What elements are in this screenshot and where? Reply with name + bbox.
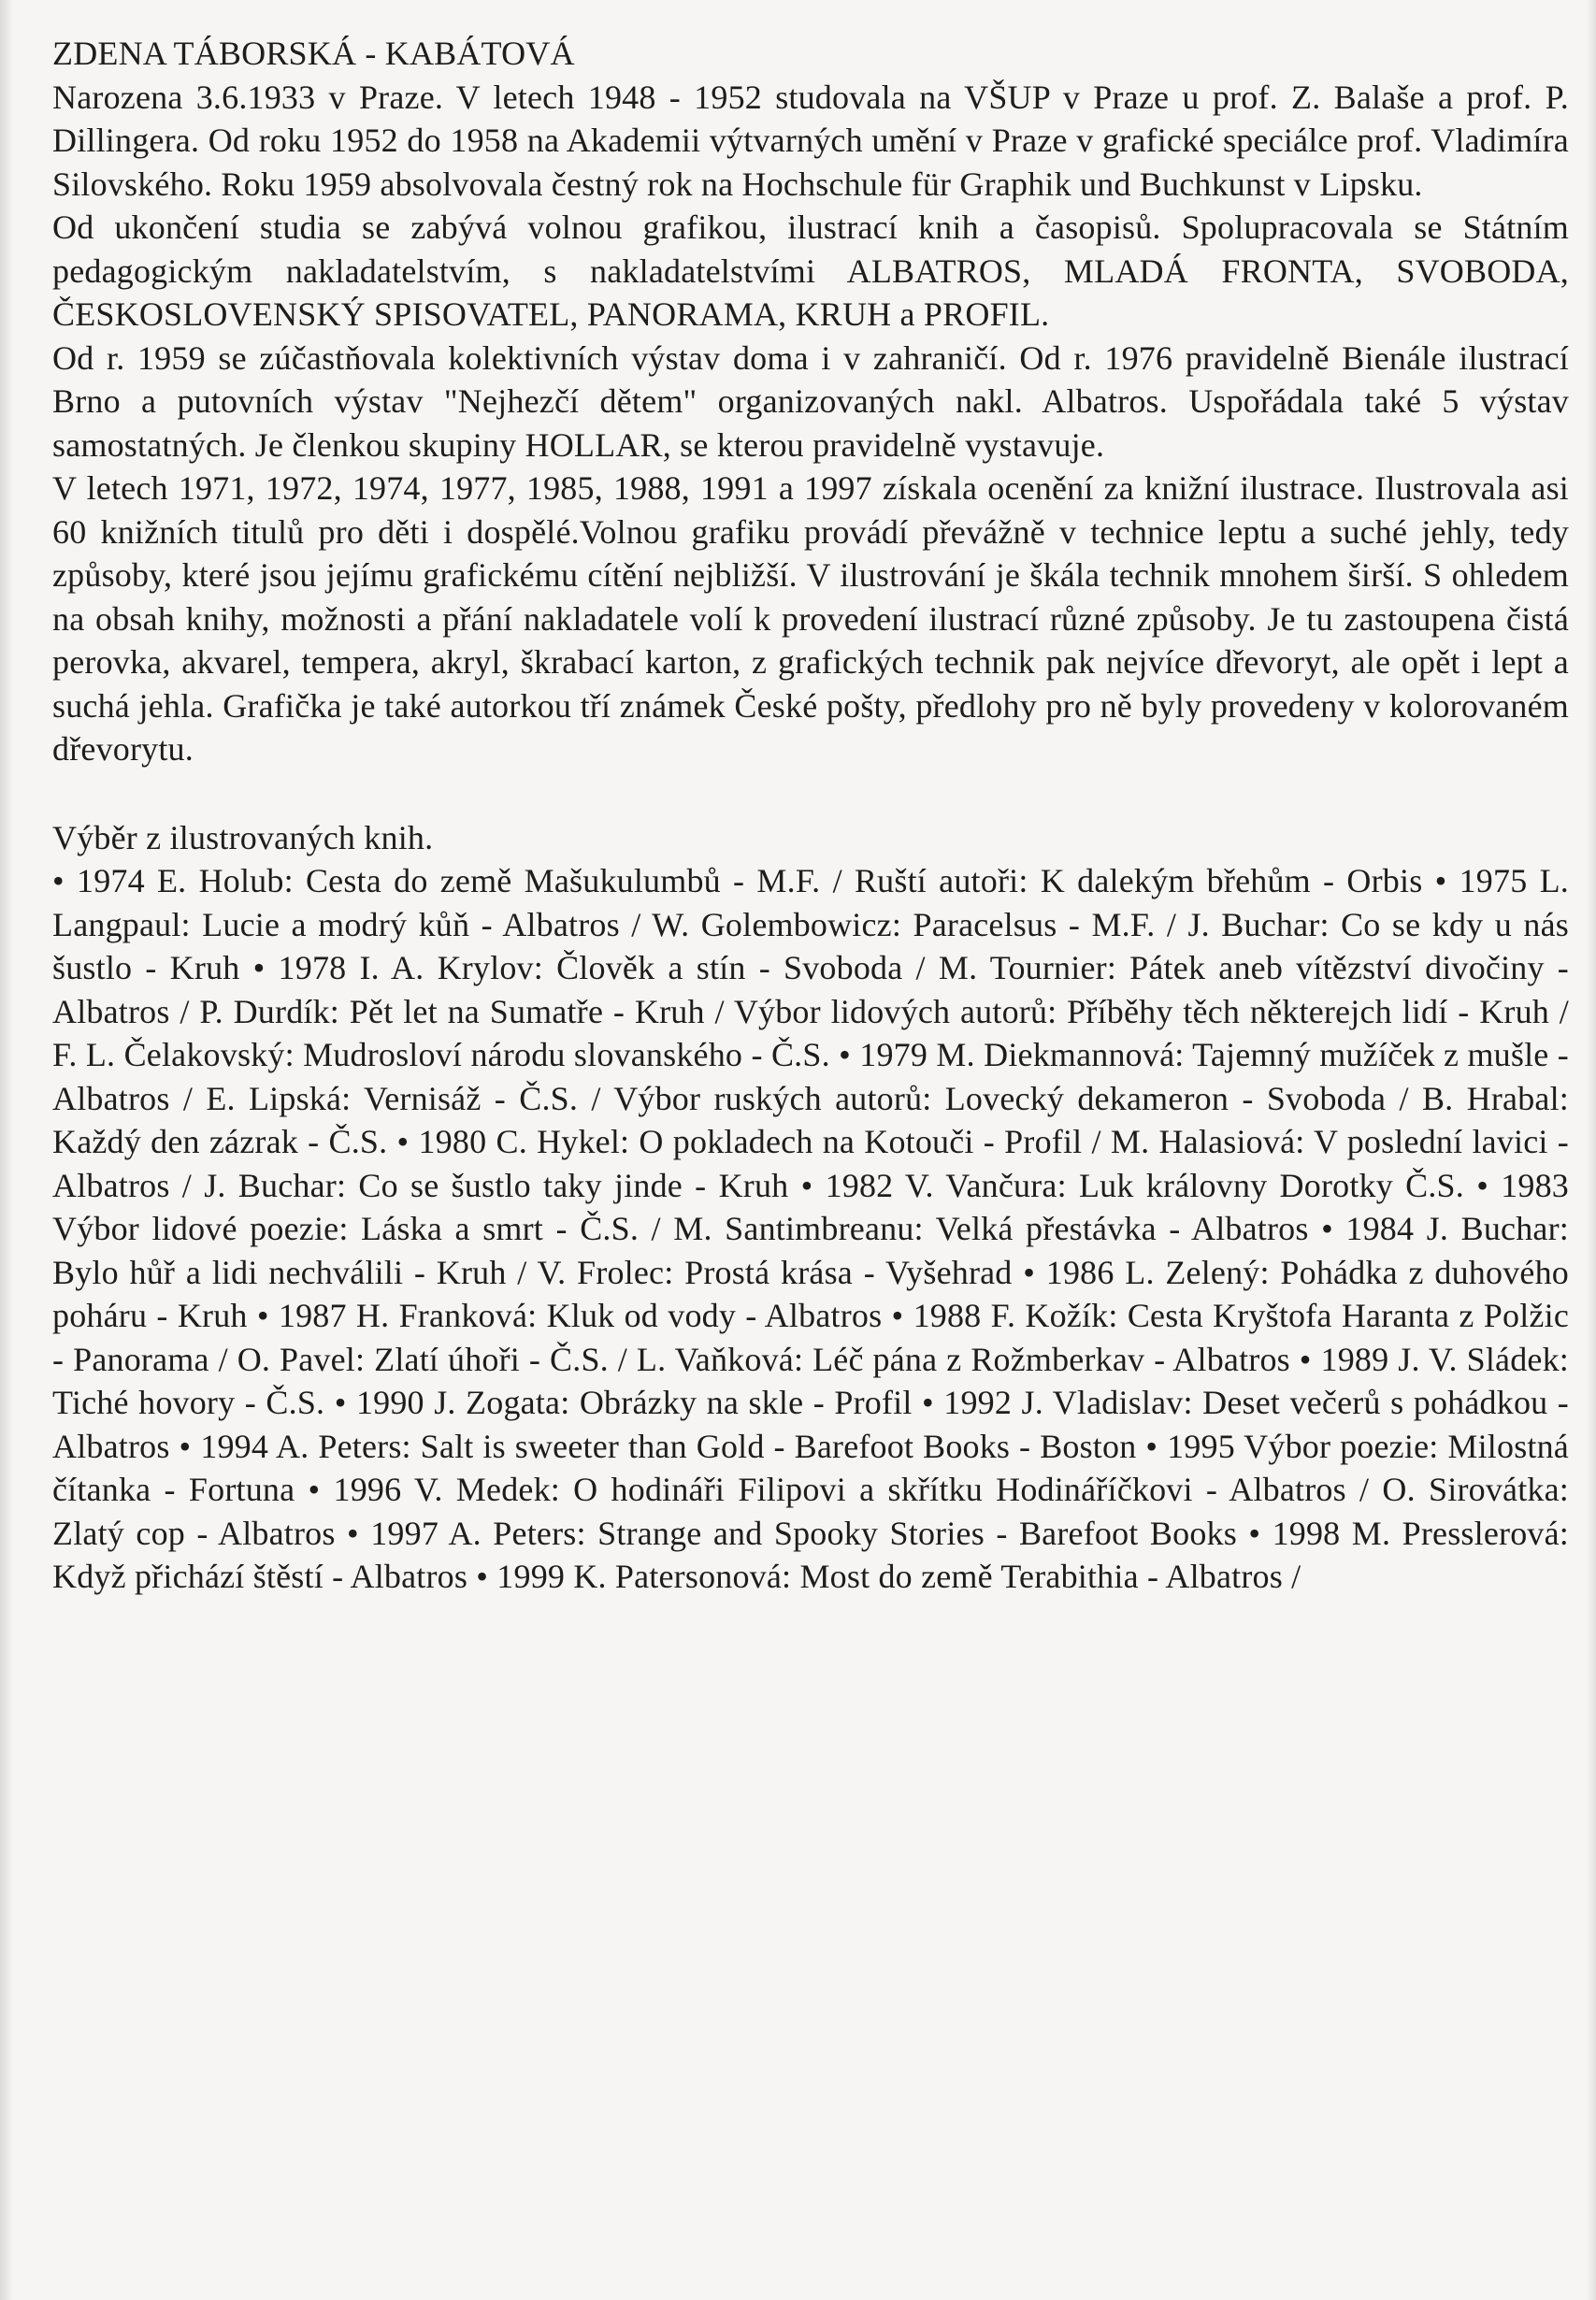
- page-right-edge: [1587, 0, 1596, 2300]
- artist-name-heading: ZDENA TÁBORSKÁ - KABÁTOVÁ: [52, 35, 575, 72]
- section-spacer: [52, 771, 1569, 816]
- document-page: [52, 32, 1569, 1599]
- illustrated-books-list: • 1974 E. Holub: Cesta do země Mašukulumbů - M.F. / Ruští autoři: K dalekým břehům - Orbis • 1975 L. Langpaul: Lucie a modrý kůň - Albatros / W. Golembowicz: Paracelsus - M.F. / J. Buchar: Co se kdy u nás šustlo - Kruh • 1978 I. A. Krylov: Člověk a stín - Svoboda / M. Tournier: Pátek aneb vítězství divočiny - Albatros / P. Durdík: Pět let na Sumatře - Kruh / Výbor lidových autorů: Příběhy těch některejch lidí - Kruh / F. L. Čelakovský: Mudrosloví národu slovanského - Č.S. • 1979 M. Diekmannová: Tajemný mužíček z mušle - Albatros / E. Lipská: Vernisáž - Č.S. / Výbor ruských autorů: Lovecký dekameron - Svoboda / B. Hrabal: Každý den zázrak - Č.S. • 1980 C. Hykel: O pokladech na Kotouči - Profil / M. Halasiová: V poslední lavici - Albatros / J. Buchar: Co se šustlo taky jinde - Kruh • 1982 V. Vančura: Luk královny Dorotky Č.S. • 1983 Výbor lidové poezie: Láska a smrt - Č.S. / M. Santimbreanu: Velká přestávka - Albatros • 1984 J. Buchar: Bylo hůř a lidi nechválili - Kruh / V. Frolec: Prostá krása - Vyšehrad • 1986 L. Zelený: Pohádka z duhového poháru - Kruh • 1987 H. Franková: Kluk od vody - Albatros • 1988 F. Kožík: Cesta Kryštofa Haranta z Polžic - Panorama / O. Pavel: Zlatí úhoři - Č.S. / L. Vaňková: Léč pána z Rožmberkav - Albatros • 1989 J. V. Sládek: Tiché hovory - Č.S. • 1990 J. Zogata: Obrázky na skle - Profil • 1992 J. Vladislav: Deset večerů s pohádkou - Albatros • 1994 A. Peters: Salt is sweeter than Gold - Barefoot Books - Boston • 1995 Výbor poezie: Milostná čítanka - Fortuna • 1996 V. Medek: O hodináři Filipovi a skřítku Hodináříčkovi - Albatros / O. Sirovátka: Zlatý cop - Albatros • 1997 A. Peters: Strange and Spooky Stories - Barefoot Books • 1998 M. Presslerová: Když přichází štěstí - Albatros • 1999 K. Patersonová: Most do země Terabithia - Albatros /: [52, 862, 1569, 1595]
- page-left-edge: [0, 0, 13, 2300]
- exhibitions-paragraph: Od r. 1959 se zúčastňovala kolektivních výstav doma i v zahraničí. Od r. 1976 pravidelně Bienále ilustrací Brno a putovních výstav "Nejhezčí dětem" organizovaných nakl. Albatros. Uspořádala také 5 výstav samostatných. Je členkou skupiny HOLLAR, se kterou pravidelně vystavuje.: [52, 338, 1569, 464]
- awards-techniques-paragraph: V letech 1971, 1972, 1974, 1977, 1985, 1988, 1991 a 1997 získala ocenění za knižní ilustrace. Ilustrovala asi 60 knižních titulů pro děti i dospělé.Volnou grafiku provádí převážně v technice leptu a suché jehly, tedy způsoby, které jsou jejímu grafickému cítění nejbližší. V ilustrování je škála technik mnohem širší. S ohledem na obsah knihy, možnosti a přání nakladatele volí k provedení ilustrací různé způsoby. Je tu zastoupena čistá perovka, akvarel, tempera, akryl, škrabací karton, z grafických technik pak nejvíce dřevoryt, ale opět i lept a suchá jehla. Grafička je také autorkou tří známek České pošty, předlohy pro ně byly provedeny v kolorovaném dřevorytu.: [52, 469, 1569, 768]
- biography-paragraph: Narozena 3.6.1933 v Praze. V letech 1948 - 1952 studovala na VŠUP v Praze u prof. Z. Balaše a prof. P. Dillingera. Od roku 1952 do 1958 na Akademii výtvarných umění v Praze v grafické speciálce prof. Vladimíra Silovského. Roku 1959 absolvovala čestný rok na Hochschule für Graphik und Buchkunst v Lipsku.: [52, 78, 1569, 203]
- selection-heading: Výběr z ilustrovaných knih.: [52, 818, 434, 856]
- career-paragraph: Od ukončení studia se zabývá volnou grafikou, ilustrací knih a časopisů. Spolupracovala se Státním pedagogickým nakladatelstvím, s nakladatelstvími ALBATROS, MLADÁ FRONTA, SVOBODA, ČESKOSLOVENSKÝ SPISOVATEL, PANORAMA, KRUH a PROFIL.: [52, 208, 1569, 333]
